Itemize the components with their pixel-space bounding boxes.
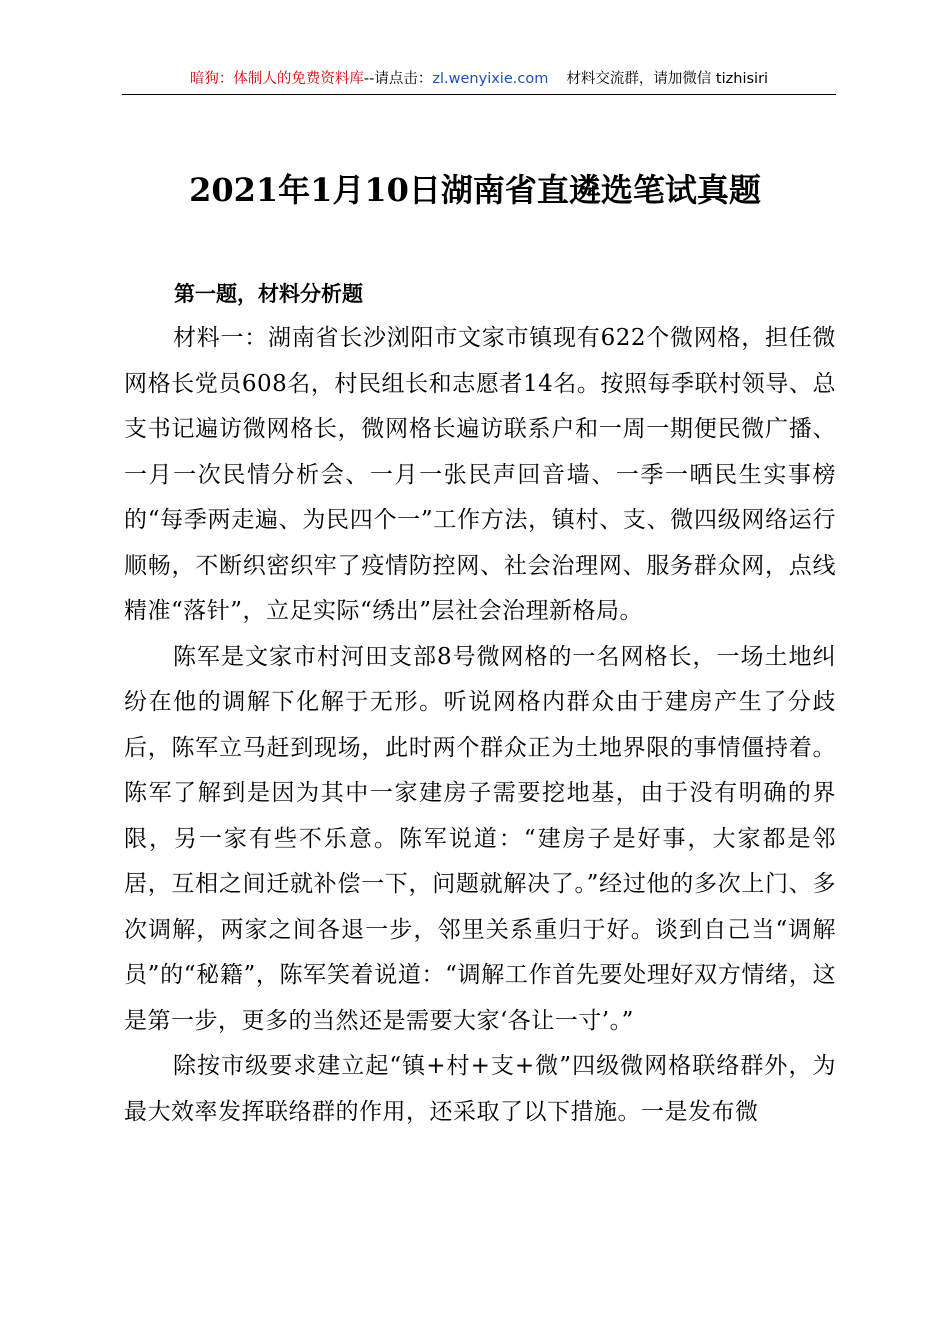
section-heading: 第一题，材料分析题 (174, 282, 363, 306)
header-click-text: --请点击： (363, 71, 433, 87)
header-site-text: 暗狗：体制人的免费资料库 (189, 71, 364, 87)
paragraph-1: 材料一：湖南省长沙浏阳市文家市镇现有622个微网格，担任微网格长党员608名，村民组长和志愿者14名。按照每季联村领导、总支书记遍访微网格长，微网格长遍访联系户和一周一期便民微广播、一月一次民情分析会、一月一张民声回音墙、一季一晒民生实事榜的“每季两走遍、为民四个一”工作方法，镇村、支、微四级网络运行顺畅，不断织密织牢了疫情防控网、社会治理网、服务群众网，点线精准“落针”，立足实际“绣出”层社会治理新格局。 (124, 325, 836, 624)
page-header (122, 64, 836, 95)
document-title: 2021年1月10日湖南省直遴选笔试真题 (189, 171, 761, 209)
paragraph-3: 除按市级要求建立起“镇+村+支+微”四级微网格联络群外，为最大效率发挥联络群的作用，还采取了以下措施。一是发布微 (124, 1053, 836, 1125)
paragraph-2: 陈军是文家市村河田支部8号微网格的一名网格长，一场土地纠纷在他的调解下化解于无形。听说网格内群众由于建房产生了分歧后，陈军立马赶到现场，此时两个群众正为土地界限的事情僵持着。陈军了解到是因为其中一家建房子需要挖地基，由于没有明确的界限，另一家有些不乐意。陈军说道：“建房子是好事，大家都是邻居，互相之间迁就补偿一下，问题就解决了。”经过他的多次上门、多次调解，两家之间各退一步，邻里关系重归于好。谈到自己当“调解员”的“秘籍”，陈军笑着说道：“调解工作首先要处理好双方情绪，这是第一步，更多的当然还是需要大家‘各让一寸’。” (124, 643, 836, 1034)
document-body (124, 272, 836, 1135)
header-contact-text: 材料交流群，请加微信 tizhisiri (566, 71, 769, 87)
header-link[interactable]: zl.wenyixie.com (432, 71, 549, 87)
